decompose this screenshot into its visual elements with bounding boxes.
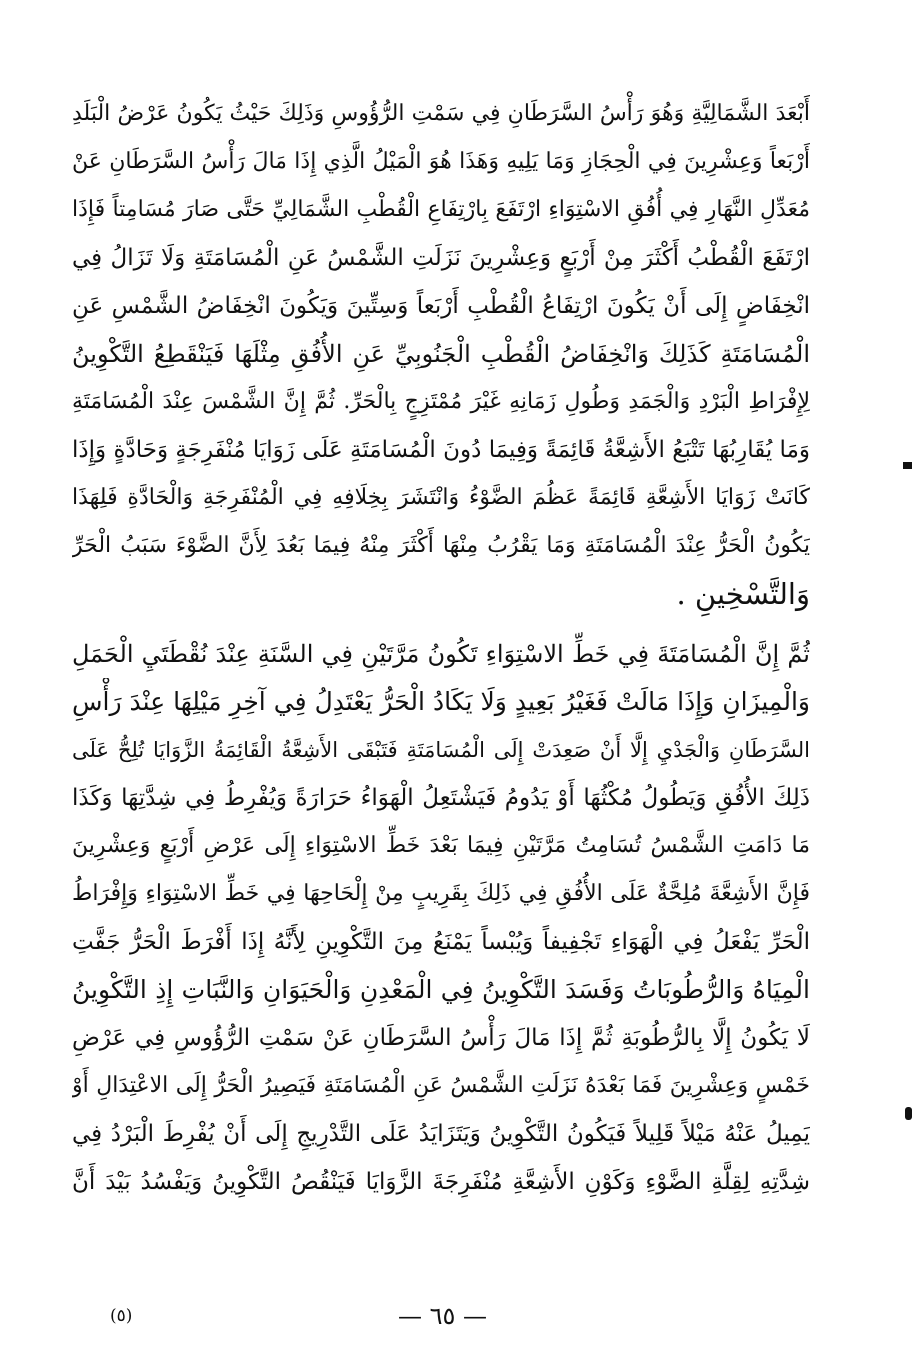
- text-line: فَإِنَّ الأَشِعَّةَ مُلِحَّةٌ عَلَى الأُفُقِ فِي ذَلِكَ بِقَرِيبٍ مِنْ إِلْحَاحِهَا فِي خَطِّ الاسْتِوَاءِ وَإِفْرَاطُ: [72, 881, 810, 906]
- margin-speck: [903, 462, 912, 469]
- text-line: يَمِيلُ عَنْهُ مَيْلاً قَلِيلاً فَيَكُونُ التَّكْوِينُ وَيَتَزَايَدُ عَلَى التَّدْرِيجِ إِلَى أَنْ يُفْرِطَ الْبَرْدُ فِي: [72, 1121, 810, 1147]
- text-line: أَرْبَعاً وَعِشْرِينَ فِي الْحِجَازِ وَمَا يَلِيهِ وَهَذَا هُوَ الْمَيْلُ الَّذِي إِذَا مَالَ رَأْسُ السَّرَطَانِ عَنْ: [72, 149, 810, 174]
- paragraph-2: [72, 630, 810, 1206]
- page-number: — ٦٥ —: [398, 1302, 488, 1330]
- text-line: الْمِيَاهُ وَالرُّطُوبَاتُ وَفَسَدَ التَّكْوِينُ فِي الْمَعْدِنِ وَالْحَيَوَانِ وَالنَّبَاتِ إِذِ التَّكْوِينُ: [72, 975, 810, 1004]
- text-line: السَّرَطَانِ وَالْجَدْيِ إِلَّا أَنْ صَعِدَتْ إِلَى الْمُسَامَتَةِ فَتَبْقَى الأَشِعَّةُ الْقَائِمَةُ الزَّوَايَا تُلِحُّ عَلَى: [72, 738, 810, 762]
- text-line: انْخِفَاضٍ إِلَى أَنْ يَكُونَ ارْتِفَاعُ الْقُطْبِ أَرْبَعاً وَسِتِّينَ وَيَكُونَ انْخِفَاضُ الشَّمْسِ عَنِ: [72, 293, 810, 319]
- text-line: يَكُونُ الْحَرُّ عِنْدَ الْمُسَامَتَةِ وَمَا يَقْرُبُ مِنْهَا أَكْثَرَ مِنْهُ فِيمَا بَعُدَ لِأَنَّ الضَّوْءَ سَبَبُ الْحَرِّ: [72, 533, 810, 558]
- text-line: كَانَتْ زَوَايَا الأَشِعَّةِ قَائِمَةً عَظُمَ الضَّوْءُ وَانْتَشَرَ بِخِلَافِهِ فِي الْمُنْفَرِجَةِ وَالْحَادَّةِ فَلِهَذَا: [72, 485, 810, 510]
- signature-mark: (٥): [110, 1306, 133, 1326]
- paragraph-1: [72, 90, 810, 618]
- text-line: الْمُسَامَتَةِ كَذَلِكَ وَانْخِفَاضُ الْقُطْبِ الْجَنُوبِيِّ عَنِ الأُفُقِ مِثْلَهَا فَيَنْقَطِعُ التَّكْوِينُ: [72, 340, 810, 368]
- text-line: وَمَا يُقَارِبُهَا تَتْبَعُ الأَشِعَّةُ قَائِمَةً وَفِيمَا دُونَ الْمُسَامَتَةِ عَلَى زَوَايَا مُنْفَرِجَةٍ وَحَادَّةٍ وَإِذَا: [72, 437, 810, 463]
- text-line: خَمْسٍ وَعِشْرِينَ فَمَا بَعْدَهُ نَزَلَتِ الشَّمْسُ عَنِ الْمُسَامَتَةِ فَيَصِيرُ الْحَرُّ إِلَى الاعْتِدَالِ أَوْ: [72, 1073, 810, 1098]
- text-line: مَا دَامَتِ الشَّمْسُ تُسَامِتُ مَرَّتَيْنِ فِيمَا بَعْدَ خَطِّ الاسْتِوَاءِ إِلَى عَرْضِ أَرْبَعٍ وَعِشْرِينَ: [72, 833, 810, 858]
- text-line: لَا يَكُونُ إِلَّا بِالرُّطُوبَةِ ثُمَّ إِذَا مَالَ رَأْسُ السَّرَطَانِ عَنْ سَمْتِ الرُّؤُوسِ فِي عَرْضِ: [72, 1025, 810, 1051]
- text-line: لِإِفْرَاطِ الْبَرْدِ وَالْجَمَدِ وَطُولِ زَمَانِهِ غَيْرَ مُمْتَزِجٍ بِالْحَرِّ. ثُمَّ إِنَّ الشَّمْسَ عِنْدَ الْمُسَامَتَةِ: [72, 389, 810, 414]
- text-line: شِدَّتِهِ لِقِلَّةِ الضَّوْءِ وَكَوْنِ الأَشِعَّةِ مُنْفَرِجَةَ الزَّوَايَا فَيَنْقُصُ التَّكْوِينُ وَيَفْسُدُ بَيْدَ أَنَّ: [72, 1169, 810, 1195]
- margin-speck: [905, 1107, 912, 1120]
- page-footer: [0, 1296, 915, 1336]
- text-line: وَالتَّسْخِينِ .: [676, 577, 810, 611]
- text-line: مُعَدِّلِ النَّهَارِ فِي أُفُقِ الاسْتِوَاءِ ارْتَفَعَ بِارْتِفَاعِ الْقُطْبِ الشَّمَالِيِّ حَتَّى صَارَ مُسَامِتاً فَإِذَا: [72, 197, 810, 222]
- text-line: أَبْعَدَ الشَّمَالِيَّةِ وَهُوَ رَأْسُ السَّرَطَانِ فِي سَمْتِ الرُّؤُوسِ وَذَلِكَ حَيْثُ يَكُونُ عَرْضُ الْبَلَدِ: [72, 101, 810, 126]
- text-line: ذَلِكَ الأُفُقِ وَيَطُولُ مُكْثُهَا أَوْ يَدُومُ فَيَشْتَعِلُ الْهَوَاءُ حَرَارَةً وَيُفْرِطُ فِي شِدَّتِهَا وَكَذَا: [72, 785, 810, 811]
- text-line: الْحَرِّ يَفْعَلُ فِي الْهَوَاءِ تَجْفِيفاً وَيُبْساً يَمْنَعُ مِنَ التَّكْوِينِ لِأَنَّهُ إِذَا أَفْرَطَ الْحَرُّ جَفَّتِ: [72, 929, 810, 955]
- text-line: وَالْمِيزَانِ وَإِذَا مَالَتْ فَغَيْرُ بَعِيدٍ وَلَا يَكَادُ الْحَرُّ يَعْتَدِلُ فِي آخِرِ مَيْلِهَا عِنْدَ رَأْسِ: [72, 687, 810, 716]
- text-line: ارْتَفَعَ الْقُطْبُ أَكْثَرَ مِنْ أَرْبَعٍ وَعِشْرِينَ نَزَلَتِ الشَّمْسُ عَنِ الْمُسَامَتَةِ وَلَا تَزَالُ فِي: [72, 245, 810, 271]
- text-line: ثُمَّ إِنَّ الْمُسَامَتَةَ فِي خَطِّ الاسْتِوَاءِ تَكُونُ مَرَّتَيْنِ فِي السَّنَةِ عِنْدَ نُقْطَتَيِ الْحَمَلِ: [72, 640, 810, 668]
